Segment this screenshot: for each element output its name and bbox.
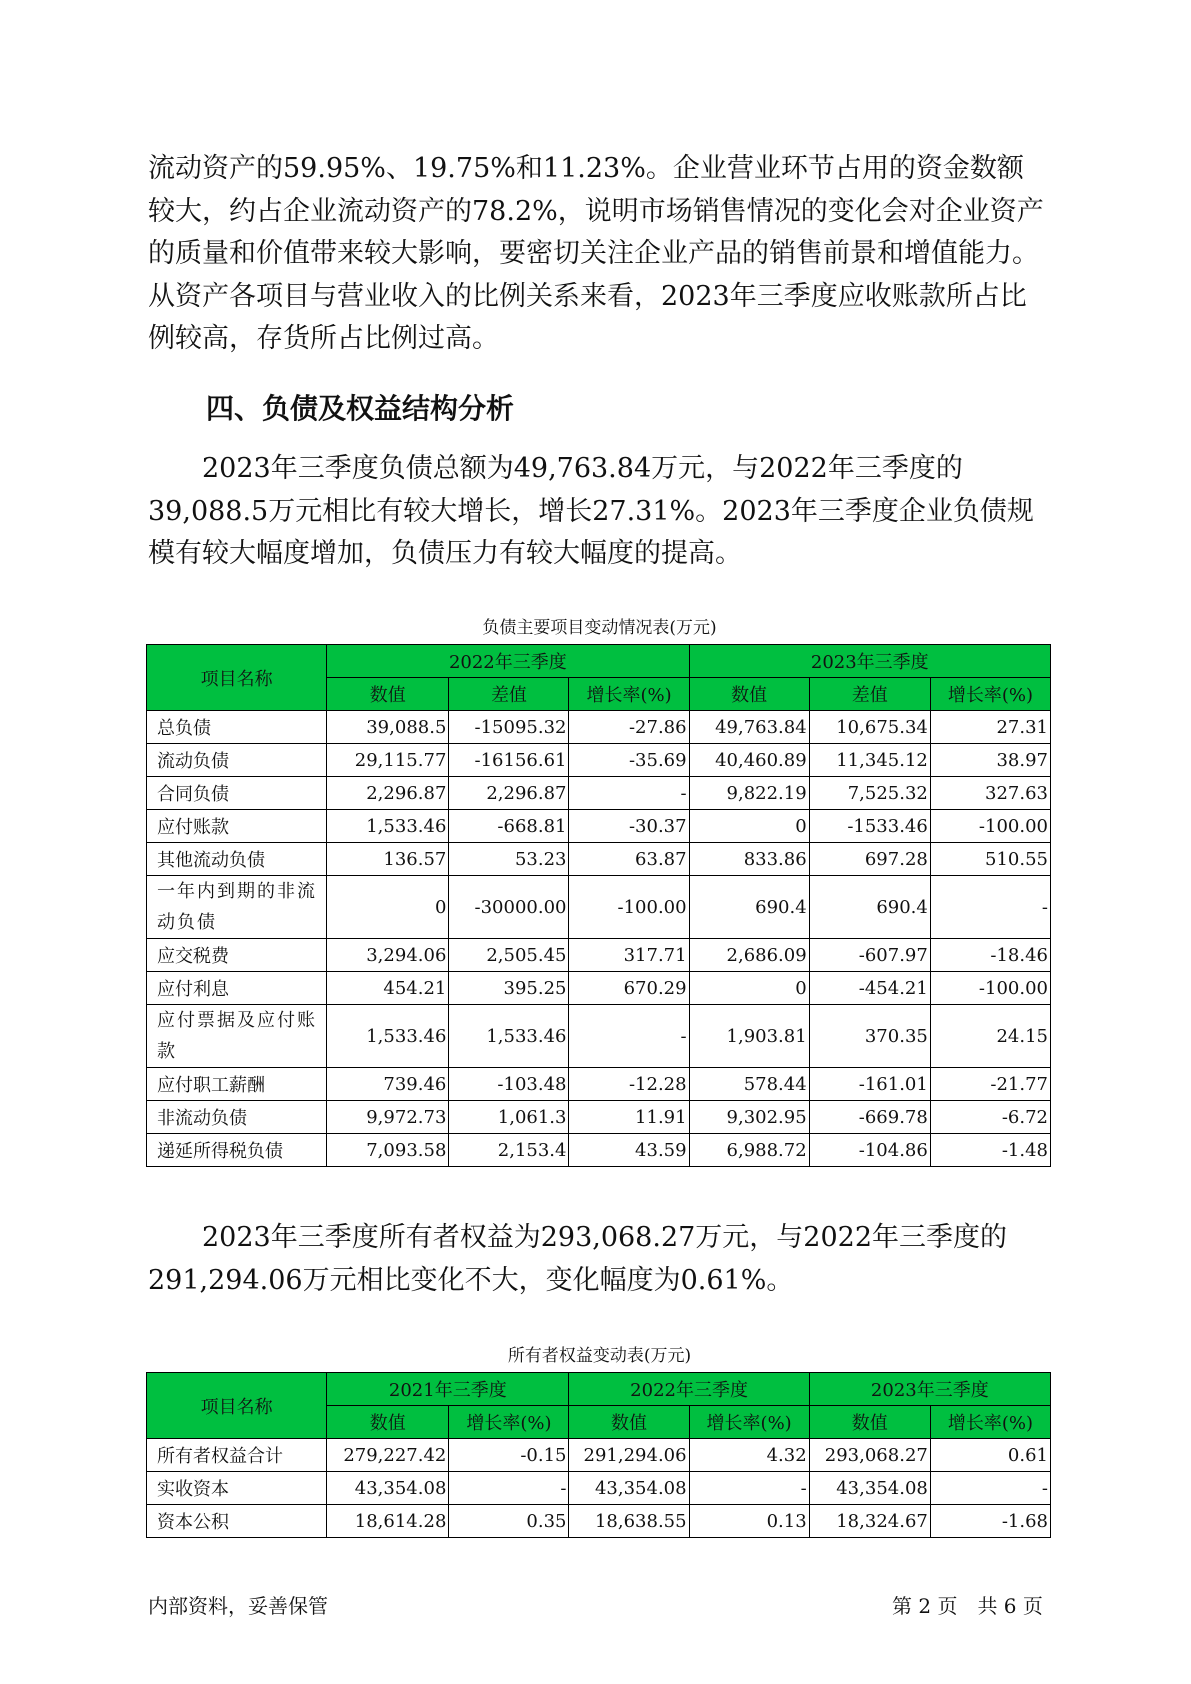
value-cell: 7,525.32 xyxy=(809,777,930,810)
value-cell: 11.91 xyxy=(569,1101,689,1134)
sub-header-growth: 增长率(%) xyxy=(930,1406,1050,1439)
value-cell: 1,533.46 xyxy=(449,1005,569,1068)
table-row xyxy=(147,1505,1051,1538)
table-row xyxy=(147,777,1051,810)
table-row xyxy=(147,1439,1051,1472)
value-cell: 18,324.67 xyxy=(809,1505,930,1538)
value-cell: - xyxy=(930,1472,1050,1505)
value-cell: 395.25 xyxy=(449,972,569,1005)
value-cell: -103.48 xyxy=(449,1068,569,1101)
sub-header-growth: 增长率(%) xyxy=(569,678,689,711)
value-cell: 739.46 xyxy=(327,1068,449,1101)
value-cell: 2,505.45 xyxy=(449,939,569,972)
equity-summary-paragraph: 2023年三季度所有者权益为293,068.27万元，与2022年三季度的291,294.06万元相比变化不大，变化幅度为0.61%。 xyxy=(148,1222,1008,1296)
equity-table-caption: 所有者权益变动表(万元) xyxy=(507,1346,692,1366)
value-cell: 833.86 xyxy=(689,843,809,876)
item-name-header: 项目名称 xyxy=(147,645,327,711)
value-cell: 327.63 xyxy=(930,777,1050,810)
value-cell: 3,294.06 xyxy=(327,939,449,972)
row-label-cell: 递延所得税负债 xyxy=(147,1134,327,1167)
value-cell: 697.28 xyxy=(809,843,930,876)
group-header-2023: 2023年三季度 xyxy=(689,645,1050,678)
value-cell: 0.61 xyxy=(930,1439,1050,1472)
value-cell: 43,354.08 xyxy=(327,1472,449,1505)
value-cell: 24.15 xyxy=(930,1005,1050,1068)
item-name-header: 项目名称 xyxy=(147,1373,327,1439)
value-cell: 10,675.34 xyxy=(809,711,930,744)
value-cell: -27.86 xyxy=(569,711,689,744)
row-label-cell: 一年内到期的非流动负债 xyxy=(147,876,327,939)
liability-table xyxy=(146,644,1051,1167)
table-row xyxy=(147,939,1051,972)
value-cell: - xyxy=(569,1005,689,1068)
value-cell: 39,088.5 xyxy=(327,711,449,744)
value-cell: 0 xyxy=(327,876,449,939)
row-label-cell: 总负债 xyxy=(147,711,327,744)
value-cell: 4.32 xyxy=(689,1439,809,1472)
sub-header-value: 数值 xyxy=(809,1406,930,1439)
value-cell: -15095.32 xyxy=(449,711,569,744)
value-cell: -100.00 xyxy=(930,972,1050,1005)
value-cell: 7,093.58 xyxy=(327,1134,449,1167)
footer-page-number: 第 2 页 共 6 页 xyxy=(892,1594,1043,1618)
value-cell: -6.72 xyxy=(930,1101,1050,1134)
row-label-cell: 应付票据及应付账款 xyxy=(147,1005,327,1068)
value-cell: 690.4 xyxy=(809,876,930,939)
value-cell: 0 xyxy=(689,972,809,1005)
table-row xyxy=(147,843,1051,876)
table-row xyxy=(147,744,1051,777)
sub-header-value: 数值 xyxy=(569,1406,689,1439)
value-cell: 18,638.55 xyxy=(569,1505,689,1538)
value-cell: -0.15 xyxy=(449,1439,569,1472)
value-cell: - xyxy=(569,777,689,810)
row-label-cell: 其他流动负债 xyxy=(147,843,327,876)
value-cell: -30000.00 xyxy=(449,876,569,939)
value-cell: -1.68 xyxy=(930,1505,1050,1538)
value-cell: -1533.46 xyxy=(809,810,930,843)
value-cell: 9,302.95 xyxy=(689,1101,809,1134)
sub-header-value: 数值 xyxy=(327,678,449,711)
row-label-cell: 实收资本 xyxy=(147,1472,327,1505)
value-cell: -668.81 xyxy=(449,810,569,843)
value-cell: 291,294.06 xyxy=(569,1439,689,1472)
row-label-cell: 资本公积 xyxy=(147,1505,327,1538)
value-cell: 49,763.84 xyxy=(689,711,809,744)
table-row xyxy=(147,810,1051,843)
value-cell: 2,153.4 xyxy=(449,1134,569,1167)
liability-table-caption: 负债主要项目变动情况表(万元) xyxy=(482,618,717,638)
value-cell: -669.78 xyxy=(809,1101,930,1134)
group-header-2023: 2023年三季度 xyxy=(809,1373,1050,1406)
value-cell: 63.87 xyxy=(569,843,689,876)
value-cell: 43,354.08 xyxy=(569,1472,689,1505)
value-cell: 6,988.72 xyxy=(689,1134,809,1167)
value-cell: -30.37 xyxy=(569,810,689,843)
value-cell: -454.21 xyxy=(809,972,930,1005)
value-cell: - xyxy=(930,876,1050,939)
value-cell: 2,296.87 xyxy=(449,777,569,810)
value-cell: -18.46 xyxy=(930,939,1050,972)
row-label-cell: 所有者权益合计 xyxy=(147,1439,327,1472)
value-cell: 0.35 xyxy=(449,1505,569,1538)
row-label-cell: 流动负债 xyxy=(147,744,327,777)
value-cell: -100.00 xyxy=(930,810,1050,843)
value-cell: 11,345.12 xyxy=(809,744,930,777)
value-cell: 578.44 xyxy=(689,1068,809,1101)
value-cell: 0 xyxy=(689,810,809,843)
sub-header-growth: 增长率(%) xyxy=(689,1406,809,1439)
value-cell: 510.55 xyxy=(930,843,1050,876)
value-cell: 1,061.3 xyxy=(449,1101,569,1134)
table-row xyxy=(147,972,1051,1005)
intro-paragraph: 流动资产的59.95%、19.75%和11.23%。企业营业环节占用的资金数额较大，约占企业流动资产的78.2%，说明市场销售情况的变化会对企业资产的质量和价值带来较大影响，要密切关注企业产品的销售前景和增值能力。从资产各项目与营业收入的比例关系来看，2023年三季度应收账款所占比例较高，存货所占比例过高。 xyxy=(148,153,1044,354)
value-cell: 38.97 xyxy=(930,744,1050,777)
value-cell: 1,533.46 xyxy=(327,1005,449,1068)
value-cell: 293,068.27 xyxy=(809,1439,930,1472)
value-cell: - xyxy=(449,1472,569,1505)
footer-confidential-note: 内部资料，妥善保管 xyxy=(148,1594,328,1618)
value-cell: -16156.61 xyxy=(449,744,569,777)
value-cell: 2,296.87 xyxy=(327,777,449,810)
row-label-cell: 应交税费 xyxy=(147,939,327,972)
table-row xyxy=(147,876,1051,939)
value-cell: 1,533.46 xyxy=(327,810,449,843)
row-label-cell: 合同负债 xyxy=(147,777,327,810)
group-header-2022: 2022年三季度 xyxy=(569,1373,809,1406)
table-row xyxy=(147,1101,1051,1134)
group-header-2022: 2022年三季度 xyxy=(327,645,689,678)
value-cell: 670.29 xyxy=(569,972,689,1005)
value-cell: 53.23 xyxy=(449,843,569,876)
sub-header-value: 数值 xyxy=(689,678,809,711)
sub-header-growth: 增长率(%) xyxy=(930,678,1050,711)
value-cell: 1,903.81 xyxy=(689,1005,809,1068)
value-cell: 317.71 xyxy=(569,939,689,972)
value-cell: -12.28 xyxy=(569,1068,689,1101)
value-cell: 9,822.19 xyxy=(689,777,809,810)
sub-header-diff: 差值 xyxy=(449,678,569,711)
value-cell: 370.35 xyxy=(809,1005,930,1068)
value-cell: -161.01 xyxy=(809,1068,930,1101)
value-cell: 2,686.09 xyxy=(689,939,809,972)
table-row xyxy=(147,1068,1051,1101)
value-cell: 29,115.77 xyxy=(327,744,449,777)
row-label-cell: 应付利息 xyxy=(147,972,327,1005)
value-cell: 27.31 xyxy=(930,711,1050,744)
value-cell: -100.00 xyxy=(569,876,689,939)
equity-table xyxy=(146,1372,1051,1538)
row-label-cell: 非流动负债 xyxy=(147,1101,327,1134)
value-cell: -35.69 xyxy=(569,744,689,777)
sub-header-growth: 增长率(%) xyxy=(449,1406,569,1439)
table-row xyxy=(147,711,1051,744)
value-cell: 18,614.28 xyxy=(327,1505,449,1538)
value-cell: 136.57 xyxy=(327,843,449,876)
value-cell: 454.21 xyxy=(327,972,449,1005)
row-label-cell: 应付账款 xyxy=(147,810,327,843)
table-row xyxy=(147,1472,1051,1505)
sub-header-diff: 差值 xyxy=(809,678,930,711)
value-cell: -21.77 xyxy=(930,1068,1050,1101)
value-cell: 43.59 xyxy=(569,1134,689,1167)
table-row xyxy=(147,1005,1051,1068)
row-label-cell: 应付职工薪酬 xyxy=(147,1068,327,1101)
value-cell: 40,460.89 xyxy=(689,744,809,777)
value-cell: - xyxy=(689,1472,809,1505)
value-cell: 279,227.42 xyxy=(327,1439,449,1472)
value-cell: -607.97 xyxy=(809,939,930,972)
sub-header-value: 数值 xyxy=(327,1406,449,1439)
liability-summary-paragraph: 2023年三季度负债总额为49,763.84万元，与2022年三季度的39,088.5万元相比有较大增长，增长27.31%。2023年三季度企业负债规模有较大幅度增加，负债压力有较大幅度的提高。 xyxy=(148,453,1034,569)
value-cell: 0.13 xyxy=(689,1505,809,1538)
section-heading: 四、负债及权益结构分析 xyxy=(206,392,515,425)
group-header-2021: 2021年三季度 xyxy=(327,1373,569,1406)
value-cell: 9,972.73 xyxy=(327,1101,449,1134)
value-cell: 43,354.08 xyxy=(809,1472,930,1505)
value-cell: -1.48 xyxy=(930,1134,1050,1167)
table-row xyxy=(147,1134,1051,1167)
value-cell: 690.4 xyxy=(689,876,809,939)
value-cell: -104.86 xyxy=(809,1134,930,1167)
